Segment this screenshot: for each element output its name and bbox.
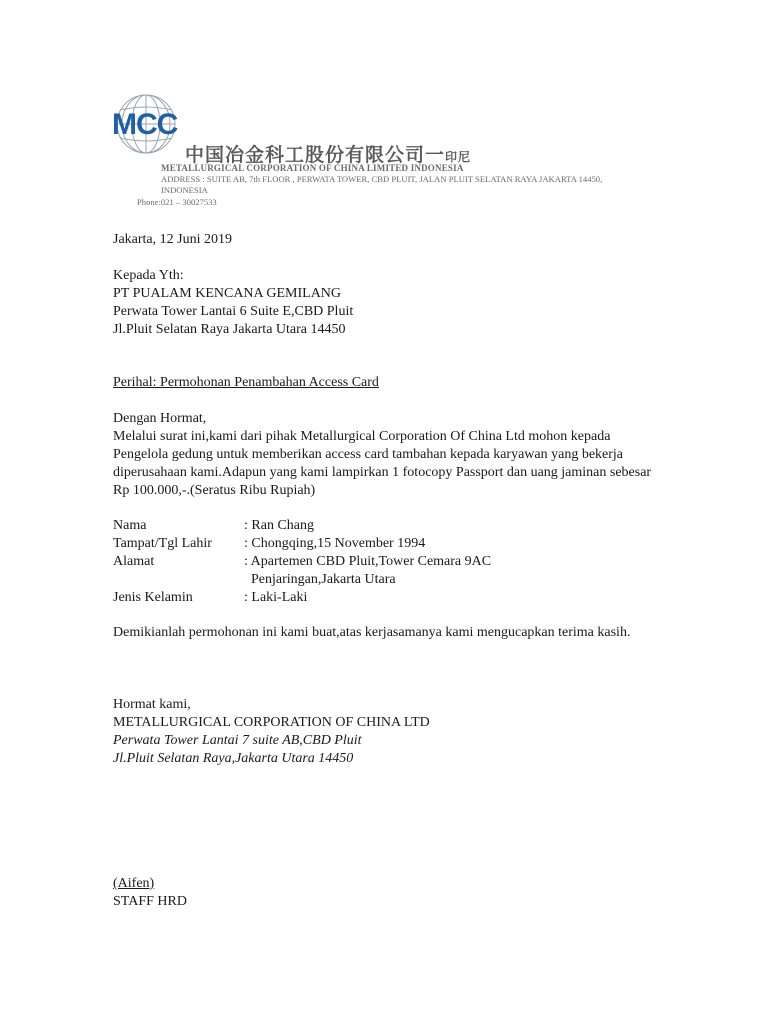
recipient-address-line2: Jl.Pluit Selatan Raya Jakarta Utara 14450 [113, 322, 346, 337]
signer-name: (Aifen) [113, 876, 155, 891]
logo-text: MCC [112, 108, 178, 141]
detail-label: Jenis Kelamin [113, 590, 193, 605]
detail-label: Nama [113, 518, 147, 533]
recipient-company: PT PUALAM KENCANA GEMILANG [113, 286, 342, 301]
detail-label: Alamat [113, 554, 155, 569]
signoff-company: METALLURGICAL CORPORATION OF CHINA LTD [113, 715, 430, 730]
recipient-salutation: Kepada Yth: [113, 268, 184, 283]
greeting: Dengan Hormat, [113, 411, 207, 426]
letterhead-address: ADDRESS : SUITE AB, 7th FLOOR , PERWATA TOWER, CBD PLUIT, JALAN PLUIT SELATAN RAYA JAKARTA 14450, INDONESIA [161, 174, 603, 195]
detail-value: : Ran Chang [244, 518, 314, 533]
recipient-address-line1: Perwata Tower Lantai 6 Suite E,CBD Pluit [113, 304, 354, 319]
letterhead-phone: Phone:021 – 30027533 [137, 197, 217, 207]
date-line: Jakarta, 12 Juni 2019 [113, 232, 232, 247]
subject-line: Perihal: Permohonan Penambahan Access Card [113, 375, 379, 390]
closing-paragraph: Demikianlah permohonan ini kami buat,atas kerjasamanya kami mengucapkan terima kasih. [113, 625, 631, 640]
company-chinese-name-suffix: 印尼 [445, 150, 472, 164]
company-chinese-name-main: 中国冶金科工股份有限公司一 [185, 144, 446, 166]
body-paragraph: Melalui surat ini,kami dari pihak Metallurgical Corporation Of China Ltd mohon kepada Pengelola gedung untuk memberikan access card tambahan kepada karyawan yang bekerja diperusahaan kami.Adapun yang kami lampirkan 1 fotocopy Passport dan uang jaminan sebesar Rp 100.000,-.(Seratus Ribu Rupiah) [113, 429, 652, 498]
mcc-logo [110, 92, 188, 158]
detail-value: : Apartemen CBD Pluit,Tower Cemara 9AC [244, 554, 492, 569]
signoff-regards: Hormat kami, [113, 697, 191, 712]
signoff-address-line1: Perwata Tower Lantai 7 suite AB,CBD Pluit [113, 733, 362, 748]
detail-value: Penjaringan,Jakarta Utara [244, 572, 396, 587]
detail-value: : Laki-Laki [244, 590, 308, 605]
detail-value: : Chongqing,15 November 1994 [244, 536, 426, 551]
signer-title: STAFF HRD [113, 894, 187, 909]
signoff-address-line2: Jl.Pluit Selatan Raya,Jakarta Utara 14450 [113, 751, 354, 766]
company-english-name: METALLURGICAL CORPORATION OF CHINA LIMITED INDONESIA [161, 163, 464, 173]
detail-label: Tampat/Tgl Lahir [113, 536, 212, 551]
